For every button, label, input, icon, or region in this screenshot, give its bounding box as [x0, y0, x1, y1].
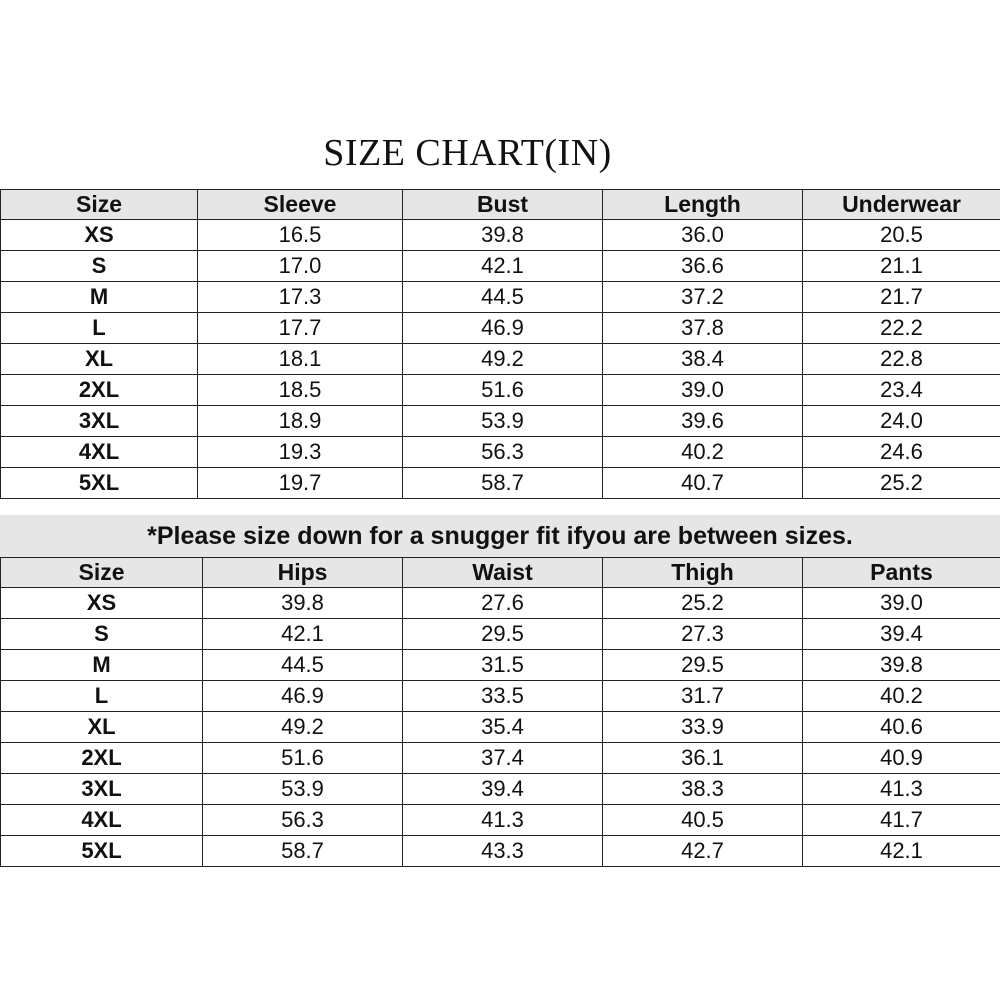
sizing-note: *Please size down for a snugger fit ifyou are between sizes.: [0, 515, 1000, 557]
measurement-cell: 49.2: [403, 344, 603, 375]
column-header: Bust: [403, 190, 603, 220]
measurement-cell: 39.6: [603, 406, 803, 437]
table-row: [1, 619, 1000, 650]
table-row: [1, 681, 1000, 712]
measurement-cell: 43.3: [403, 836, 603, 867]
measurement-cell: 39.4: [803, 619, 1000, 650]
measurement-cell: 37.4: [403, 743, 603, 774]
measurement-cell: 18.1: [198, 344, 403, 375]
measurement-cell: 18.5: [198, 375, 403, 406]
page-title: SIZE CHART(IN): [323, 132, 612, 174]
measurement-cell: 38.4: [603, 344, 803, 375]
header-row: [1, 190, 1000, 220]
column-header: Sleeve: [198, 190, 403, 220]
measurement-cell: 36.0: [603, 220, 803, 251]
measurement-cell: 41.3: [803, 774, 1000, 805]
measurement-cell: 17.0: [198, 251, 403, 282]
table-row: [1, 220, 1000, 251]
measurement-cell: 56.3: [203, 805, 403, 836]
measurement-cell: 56.3: [403, 437, 603, 468]
measurement-cell: 31.7: [603, 681, 803, 712]
table-row: [1, 251, 1000, 282]
size-label-cell: XL: [1, 712, 203, 743]
size-label-cell: L: [1, 313, 198, 344]
column-header: Length: [603, 190, 803, 220]
measurement-cell: 39.4: [403, 774, 603, 805]
column-header: Underwear: [803, 190, 1000, 220]
measurement-cell: 41.7: [803, 805, 1000, 836]
table-row: [1, 282, 1000, 313]
table-row: [1, 588, 1000, 619]
size-label-cell: 2XL: [1, 375, 198, 406]
measurement-cell: 51.6: [403, 375, 603, 406]
measurement-cell: 21.1: [803, 251, 1000, 282]
size-label-cell: XL: [1, 344, 198, 375]
measurement-cell: 38.3: [603, 774, 803, 805]
size-label-cell: 5XL: [1, 836, 203, 867]
measurement-cell: 33.9: [603, 712, 803, 743]
size-label-cell: M: [1, 650, 203, 681]
measurement-cell: 42.7: [603, 836, 803, 867]
measurement-cell: 36.6: [603, 251, 803, 282]
table-row: [1, 836, 1000, 867]
measurement-cell: 39.0: [603, 375, 803, 406]
table-row: [1, 375, 1000, 406]
measurement-cell: 23.4: [803, 375, 1000, 406]
table-row: [1, 344, 1000, 375]
column-header: Size: [1, 558, 203, 588]
size-label-cell: 5XL: [1, 468, 198, 499]
size-label-cell: XS: [1, 220, 198, 251]
measurement-cell: 58.7: [403, 468, 603, 499]
size-label-cell: S: [1, 619, 203, 650]
measurement-cell: 41.3: [403, 805, 603, 836]
column-header: Size: [1, 190, 198, 220]
measurement-cell: 39.8: [403, 220, 603, 251]
measurement-cell: 40.2: [603, 437, 803, 468]
table-row: [1, 406, 1000, 437]
size-label-cell: S: [1, 251, 198, 282]
measurement-cell: 53.9: [403, 406, 603, 437]
measurement-cell: 36.1: [603, 743, 803, 774]
measurement-cell: 27.6: [403, 588, 603, 619]
measurement-cell: 46.9: [203, 681, 403, 712]
measurement-cell: 40.7: [603, 468, 803, 499]
measurement-cell: 44.5: [403, 282, 603, 313]
measurement-cell: 25.2: [803, 468, 1000, 499]
column-header: Pants: [803, 558, 1000, 588]
size-label-cell: 4XL: [1, 437, 198, 468]
measurement-cell: 46.9: [403, 313, 603, 344]
measurement-cell: 58.7: [203, 836, 403, 867]
measurement-cell: 40.2: [803, 681, 1000, 712]
measurement-cell: 29.5: [403, 619, 603, 650]
measurement-cell: 44.5: [203, 650, 403, 681]
measurement-cell: 40.6: [803, 712, 1000, 743]
measurement-cell: 31.5: [403, 650, 603, 681]
measurement-cell: 24.6: [803, 437, 1000, 468]
size-label-cell: L: [1, 681, 203, 712]
size-label-cell: 3XL: [1, 406, 198, 437]
measurement-cell: 33.5: [403, 681, 603, 712]
measurement-cell: 39.8: [203, 588, 403, 619]
table-row: [1, 650, 1000, 681]
size-table-top: [0, 189, 1000, 499]
measurement-cell: 19.3: [198, 437, 403, 468]
measurement-cell: 17.3: [198, 282, 403, 313]
measurement-cell: 17.7: [198, 313, 403, 344]
measurement-cell: 42.1: [403, 251, 603, 282]
table-row: [1, 774, 1000, 805]
measurement-cell: 35.4: [403, 712, 603, 743]
table-row: [1, 313, 1000, 344]
table-row: [1, 437, 1000, 468]
measurement-cell: 21.7: [803, 282, 1000, 313]
measurement-cell: 42.1: [803, 836, 1000, 867]
measurement-cell: 37.8: [603, 313, 803, 344]
measurement-cell: 24.0: [803, 406, 1000, 437]
table-row: [1, 468, 1000, 499]
measurement-cell: 22.8: [803, 344, 1000, 375]
header-row: [1, 558, 1000, 588]
measurement-cell: 39.8: [803, 650, 1000, 681]
table-row: [1, 712, 1000, 743]
measurement-cell: 16.5: [198, 220, 403, 251]
column-header: Waist: [403, 558, 603, 588]
measurement-cell: 49.2: [203, 712, 403, 743]
size-label-cell: M: [1, 282, 198, 313]
table-row: [1, 743, 1000, 774]
measurement-cell: 22.2: [803, 313, 1000, 344]
measurement-cell: 27.3: [603, 619, 803, 650]
table-row: [1, 805, 1000, 836]
size-label-cell: XS: [1, 588, 203, 619]
measurement-cell: 40.5: [603, 805, 803, 836]
measurement-cell: 51.6: [203, 743, 403, 774]
measurement-cell: 19.7: [198, 468, 403, 499]
measurement-cell: 18.9: [198, 406, 403, 437]
size-label-cell: 2XL: [1, 743, 203, 774]
column-header: Hips: [203, 558, 403, 588]
measurement-cell: 40.9: [803, 743, 1000, 774]
measurement-cell: 29.5: [603, 650, 803, 681]
column-header: Thigh: [603, 558, 803, 588]
size-label-cell: 4XL: [1, 805, 203, 836]
measurement-cell: 20.5: [803, 220, 1000, 251]
size-label-cell: 3XL: [1, 774, 203, 805]
measurement-cell: 25.2: [603, 588, 803, 619]
measurement-cell: 39.0: [803, 588, 1000, 619]
size-table-bottom: [0, 557, 1000, 867]
measurement-cell: 42.1: [203, 619, 403, 650]
measurement-cell: 53.9: [203, 774, 403, 805]
measurement-cell: 37.2: [603, 282, 803, 313]
